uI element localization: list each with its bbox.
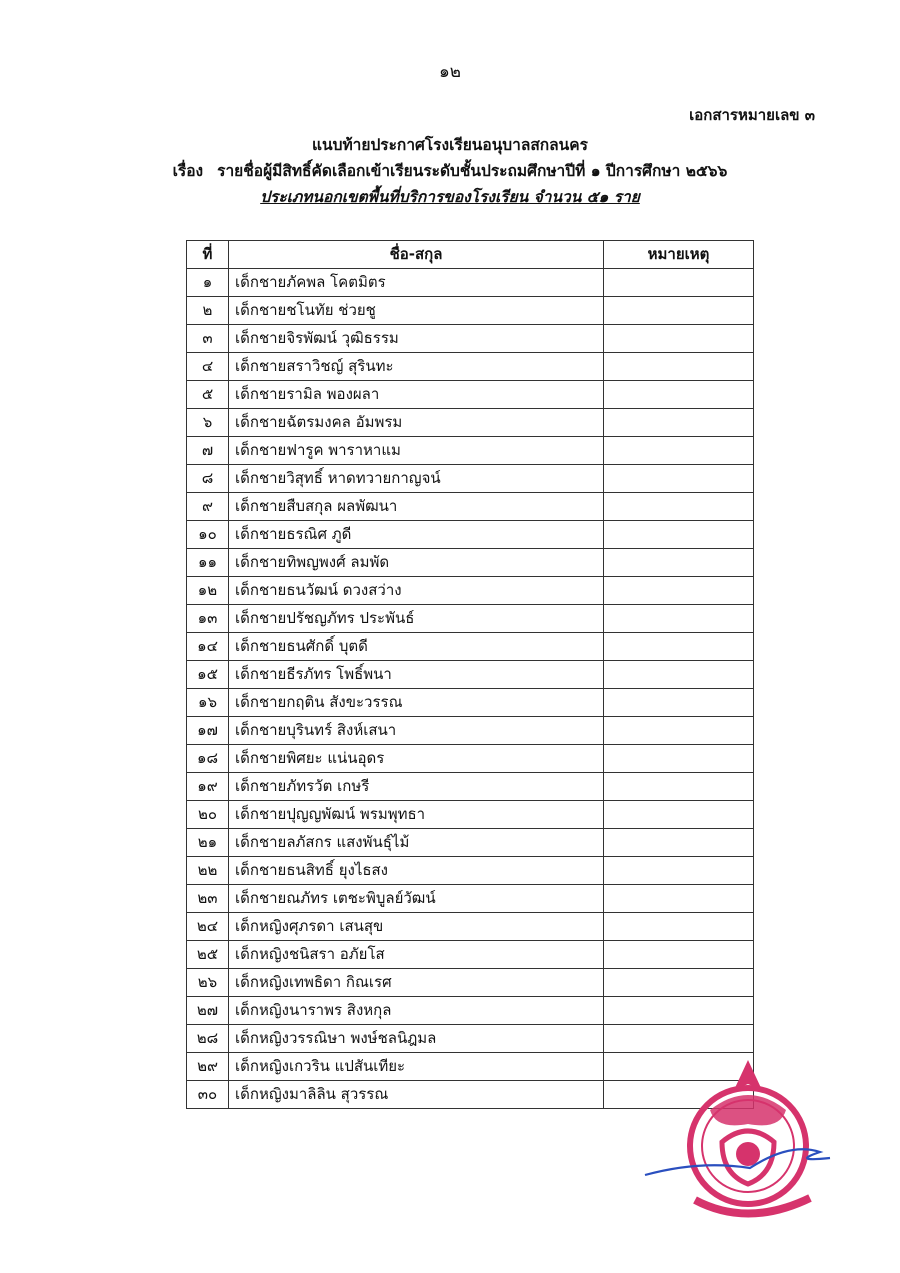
table-header-row: [187, 241, 754, 269]
table-row: [187, 269, 754, 297]
row-number: ๒๗: [187, 997, 229, 1025]
student-name: เด็กหญิงนาราพร สิงหกุล: [229, 997, 604, 1025]
row-remark: [604, 857, 754, 885]
student-name: เด็กชายธีรภัทร โพธิ์พนา: [229, 661, 604, 689]
table-row: [187, 465, 754, 493]
student-roster-table: [186, 240, 754, 1109]
row-number: ๔: [187, 353, 229, 381]
table-row: [187, 605, 754, 633]
student-name: เด็กหญิงชนิสรา อภัยโส: [229, 941, 604, 969]
row-remark: [604, 437, 754, 465]
row-remark: [604, 269, 754, 297]
header-no: ที่: [187, 241, 229, 269]
table-row: [187, 941, 754, 969]
row-remark: [604, 661, 754, 689]
announcement-title: แนบท้ายประกาศโรงเรียนอนุบาลสกลนคร: [312, 136, 588, 154]
student-name: เด็กชายวิสุทธิ์ หาดทวายกาญจน์: [229, 465, 604, 493]
row-remark: [604, 633, 754, 661]
page-number: ๑๒: [439, 62, 461, 82]
table-row: [187, 773, 754, 801]
row-number: ๒๘: [187, 1025, 229, 1053]
table-row: [187, 885, 754, 913]
row-remark: [604, 353, 754, 381]
student-name: เด็กชายธนสิทธิ์ ยุงไธสง: [229, 857, 604, 885]
row-number: ๒๙: [187, 1053, 229, 1081]
row-remark: [604, 381, 754, 409]
student-name: เด็กชายจิรพัฒน์ วุฒิธรรม: [229, 325, 604, 353]
row-number: ๑๘: [187, 745, 229, 773]
row-number: ๙: [187, 493, 229, 521]
student-name: เด็กชายณภัทร เตชะพิบูลย์วัฒน์: [229, 885, 604, 913]
student-name: เด็กชายชโนทัย ช่วยชู: [229, 297, 604, 325]
row-number: ๒๖: [187, 969, 229, 997]
row-remark: [604, 717, 754, 745]
row-remark: [604, 577, 754, 605]
row-number: ๒๒: [187, 857, 229, 885]
row-number: ๓: [187, 325, 229, 353]
row-remark: [604, 913, 754, 941]
table-row: [187, 969, 754, 997]
row-remark: [604, 773, 754, 801]
subject-line: [0, 158, 900, 184]
school-seal: [640, 1050, 850, 1230]
row-remark: [604, 689, 754, 717]
row-number: ๑๒: [187, 577, 229, 605]
student-name: เด็กชายสราวิชญ์ สุรินทะ: [229, 353, 604, 381]
row-number: ๑๐: [187, 521, 229, 549]
table-row: [187, 297, 754, 325]
row-remark: [604, 941, 754, 969]
student-name: เด็กหญิงศุภรดา เสนสุข: [229, 913, 604, 941]
row-number: ๓๐: [187, 1081, 229, 1109]
row-number: ๗: [187, 437, 229, 465]
row-remark: [604, 549, 754, 577]
table-row: [187, 381, 754, 409]
row-remark: [604, 409, 754, 437]
row-remark: [604, 605, 754, 633]
document-number: เอกสารหมายเลข ๓: [689, 106, 815, 124]
table-row: [187, 829, 754, 857]
student-name: เด็กชายฟารูค พาราหาแม: [229, 437, 604, 465]
student-name: เด็กหญิงมาลิลิน สุวรรณ: [229, 1081, 604, 1109]
table-row: [187, 521, 754, 549]
student-name: เด็กชายกฤติน สังขะวรรณ: [229, 689, 604, 717]
student-name: เด็กชายธรณิศ ภูดี: [229, 521, 604, 549]
subject-text: รายชื่อผู้มีสิทธิ์คัดเลือกเข้าเรียนระดับชั้นประถมศึกษาปีที่ ๑ ปีการศึกษา ๒๕๖๖: [217, 162, 728, 180]
table-body: [187, 269, 754, 1109]
row-remark: [604, 745, 754, 773]
row-number: ๑๔: [187, 633, 229, 661]
table-row: [187, 745, 754, 773]
student-name: เด็กหญิงเกวริน แปสันเทียะ: [229, 1053, 604, 1081]
row-remark: [604, 297, 754, 325]
student-name: เด็กชายพิศยะ แน่นอุดร: [229, 745, 604, 773]
student-name: เด็กชายลภัสกร แสงพันธุ์ไม้: [229, 829, 604, 857]
student-name: เด็กชายภัทรวัต เกษรี: [229, 773, 604, 801]
row-number: ๖: [187, 409, 229, 437]
row-number: ๑๙: [187, 773, 229, 801]
row-number: ๒๕: [187, 941, 229, 969]
subject-label: เรื่อง: [172, 162, 204, 180]
student-name: เด็กชายธนวัฒน์ ดวงสว่าง: [229, 577, 604, 605]
student-name: เด็กชายฉัตรมงคล อัมพรม: [229, 409, 604, 437]
student-name: เด็กชายภัคพล โคตมิตร: [229, 269, 604, 297]
student-name: เด็กหญิงวรรณิษา พงษ์ชลนิฎมล: [229, 1025, 604, 1053]
row-number: ๒๑: [187, 829, 229, 857]
table-row: [187, 997, 754, 1025]
row-number: ๑๑: [187, 549, 229, 577]
student-name: เด็กชายสืบสกุล ผลพัฒนา: [229, 493, 604, 521]
student-name: เด็กชายปรัชญภัทร ประพันธ์: [229, 605, 604, 633]
row-remark: [604, 829, 754, 857]
student-name: เด็กหญิงเทพธิดา กิณเรศ: [229, 969, 604, 997]
table-row: [187, 689, 754, 717]
row-number: ๘: [187, 465, 229, 493]
row-remark: [604, 801, 754, 829]
table-row: [187, 493, 754, 521]
table-row: [187, 1025, 754, 1053]
table-row: [187, 717, 754, 745]
table-row: [187, 913, 754, 941]
row-remark: [604, 885, 754, 913]
row-remark: [604, 1025, 754, 1053]
category-line: ประเภทนอกเขตพื้นที่บริการของโรงเรียน จำนวน ๕๑ ราย: [260, 188, 640, 206]
table-row: [187, 577, 754, 605]
document-heading: [0, 132, 900, 210]
row-number: ๒๔: [187, 913, 229, 941]
row-remark: [604, 521, 754, 549]
row-remark: [604, 969, 754, 997]
row-number: ๒: [187, 297, 229, 325]
table-row: [187, 857, 754, 885]
row-remark: [604, 997, 754, 1025]
student-name: เด็กชายธนศักดิ์ บุตดี: [229, 633, 604, 661]
student-name: เด็กชายบุรินทร์ สิงห์เสนา: [229, 717, 604, 745]
seal-emblem-icon: [690, 1060, 810, 1214]
header-name: ชื่อ-สกุล: [229, 241, 604, 269]
table-row: [187, 661, 754, 689]
student-name: เด็กชายทิพญพงศ์ ลมพัด: [229, 549, 604, 577]
row-number: ๑๗: [187, 717, 229, 745]
row-number: ๑๖: [187, 689, 229, 717]
row-number: ๕: [187, 381, 229, 409]
row-number: ๒๐: [187, 801, 229, 829]
row-number: ๑๕: [187, 661, 229, 689]
student-name: เด็กชายรามิล พองผลา: [229, 381, 604, 409]
table-row: [187, 353, 754, 381]
table-row: [187, 437, 754, 465]
table-row: [187, 633, 754, 661]
row-number: ๑: [187, 269, 229, 297]
row-remark: [604, 325, 754, 353]
header-remark: หมายเหตุ: [604, 241, 754, 269]
row-remark: [604, 465, 754, 493]
table-row: [187, 801, 754, 829]
table-row: [187, 325, 754, 353]
table-row: [187, 549, 754, 577]
student-name: เด็กชายปุญญพัฒน์ พรมพุทธา: [229, 801, 604, 829]
row-number: ๒๓: [187, 885, 229, 913]
table-row: [187, 409, 754, 437]
row-remark: [604, 493, 754, 521]
row-number: ๑๓: [187, 605, 229, 633]
